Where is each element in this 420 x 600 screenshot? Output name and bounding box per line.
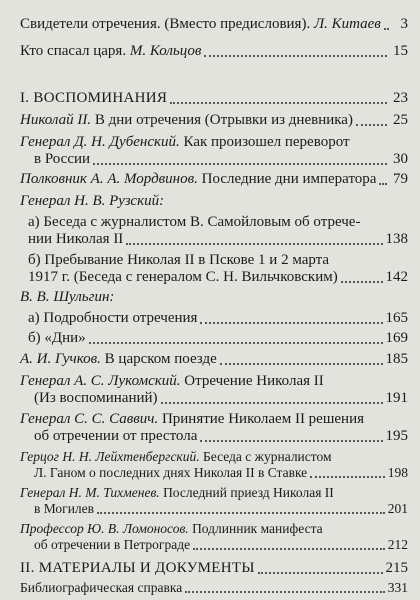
entry-title: Кто спасал царя. — [20, 43, 127, 59]
entry-author: Генерал С. С. Саввич. — [20, 411, 159, 427]
entry-author: Генерал Д. Н. Дубенский. — [20, 134, 180, 150]
leader-dots — [89, 342, 383, 344]
page-number: 198 — [387, 465, 408, 480]
entry-title: а) Беседа с журналистом В. Самойловым об отрече- — [28, 214, 361, 230]
entry-title: Подлинник манифеста — [192, 521, 323, 536]
toc-entry-guchkov — [20, 351, 408, 368]
toc-entry-savvich — [20, 411, 408, 445]
toc-entry-shulgin-a — [20, 310, 408, 327]
entry-title: В дни отречения (Отрывки из дневника) — [94, 112, 353, 128]
page-number: 15 — [393, 43, 408, 59]
leader-dots — [356, 124, 387, 126]
entry-title: Принятие Николаем II решения — [161, 411, 365, 427]
toc-entry-lomonosov — [20, 521, 408, 553]
toc-entry-koltsov — [20, 43, 408, 60]
leader-dots — [93, 163, 387, 165]
page-number: 138 — [385, 231, 408, 247]
page-number: 3 — [400, 16, 408, 32]
page-number: 142 — [385, 269, 408, 285]
leader-dots — [97, 512, 385, 514]
page-number: 23 — [393, 90, 408, 106]
entry-author: М. Кольцов — [129, 43, 202, 59]
entry-title: б) Пребывание Николая II в Пскове 1 и 2 марта — [28, 252, 330, 268]
leader-dots — [170, 102, 387, 104]
entry-title-continued: в России — [34, 151, 91, 167]
toc-entry-ruzsky-a — [20, 214, 408, 248]
leader-dots — [193, 548, 385, 550]
entry-title-continued: (Из воспоминаний) — [34, 390, 158, 406]
entry-author: Герцог Н. Н. Лейхтенбергский. — [20, 449, 200, 464]
leader-dots — [258, 572, 383, 574]
entry-title-continued: об отречении от престола — [34, 428, 198, 444]
page-number: 215 — [385, 560, 408, 576]
entry-title: В царском поезде — [104, 351, 217, 367]
entry-author: Профессор Ю. В. Ломоносов. — [20, 521, 189, 536]
entry-title: Как произошел переворот — [183, 134, 350, 150]
toc-entry-bibliography — [20, 580, 408, 596]
entry-title: Библиографическая справка — [20, 580, 183, 595]
leader-dots — [126, 243, 382, 245]
page-number: 212 — [387, 537, 408, 552]
page-number: 30 — [393, 151, 408, 167]
entry-title: Последние дни императора — [201, 171, 377, 187]
entry-author: Л. Китаев — [313, 16, 381, 32]
toc-entry-dubensky — [20, 134, 408, 168]
page-number: 191 — [385, 390, 408, 406]
entry-title: а) Подробности отречения — [28, 310, 198, 326]
page-number: 201 — [387, 501, 408, 516]
toc-entry-ruzsky-b — [20, 252, 408, 286]
toc-entry-lukomsky — [20, 373, 408, 407]
author-ruzsky: Генерал Н. В. Рузский: — [20, 193, 165, 209]
toc-entry-mordvinov — [20, 171, 408, 188]
page-number: 195 — [385, 428, 408, 444]
toc-entry-preface — [20, 16, 408, 33]
page-number: 185 — [385, 351, 408, 367]
leader-dots — [220, 363, 383, 365]
entry-title-continued: Л. Ганом о последних днях Николая II в Ставке — [34, 465, 308, 480]
leader-dots — [200, 440, 382, 442]
leader-dots — [204, 55, 387, 57]
entry-title-continued: об отречении в Петрограде — [34, 537, 191, 552]
toc-entry-nicholas — [20, 112, 408, 129]
entry-title-continued: нии Николая II — [28, 231, 124, 247]
leader-dots — [341, 281, 383, 283]
leader-dots — [310, 476, 385, 478]
entry-title: Свидетели отречения. (Вместо предисловия). — [20, 16, 311, 32]
entry-title: Последний приезд Николая II — [163, 485, 334, 500]
leader-dots — [379, 183, 387, 185]
page-number: 25 — [393, 112, 408, 128]
entry-title: Отречение Николая II — [184, 373, 324, 389]
toc-entry-shulgin-b — [20, 330, 408, 347]
entry-title-continued: 1917 г. (Беседа с генералом С. Н. Вильчковским) — [28, 269, 338, 285]
section-title: II. МАТЕРИАЛЫ И ДОКУМЕНТЫ — [20, 560, 255, 576]
page-number: 79 — [393, 171, 408, 187]
page-number: 165 — [385, 310, 408, 326]
page-number: 169 — [385, 330, 408, 346]
entry-author: Генерал Н. М. Тихменев. — [20, 485, 160, 500]
leader-dots — [161, 402, 383, 404]
entry-title: б) «Дни» — [28, 330, 86, 346]
toc-section-memoirs — [20, 90, 408, 107]
leader-dots — [185, 591, 385, 593]
entry-author: Генерал А. С. Лукомский. — [20, 373, 181, 389]
toc-section-materials — [20, 560, 408, 577]
toc-entry-tikhmenev — [20, 485, 408, 517]
leader-dots — [384, 28, 387, 30]
section-title: I. ВОСПОМИНАНИЯ — [20, 90, 168, 106]
entry-author: Николай II. — [20, 112, 92, 128]
entry-author: Полковник А. А. Мордвинов. — [20, 171, 198, 187]
toc-entry-leuchtenberg — [20, 449, 408, 481]
entry-title: Беседа с журналистом — [203, 449, 332, 464]
leader-dots — [200, 322, 382, 324]
author-shulgin: В. В. Шульгин: — [20, 289, 115, 305]
entry-author: А. И. Гучков. — [20, 351, 101, 367]
page-number: 331 — [387, 580, 408, 595]
entry-title-continued: в Могилев — [34, 501, 95, 516]
